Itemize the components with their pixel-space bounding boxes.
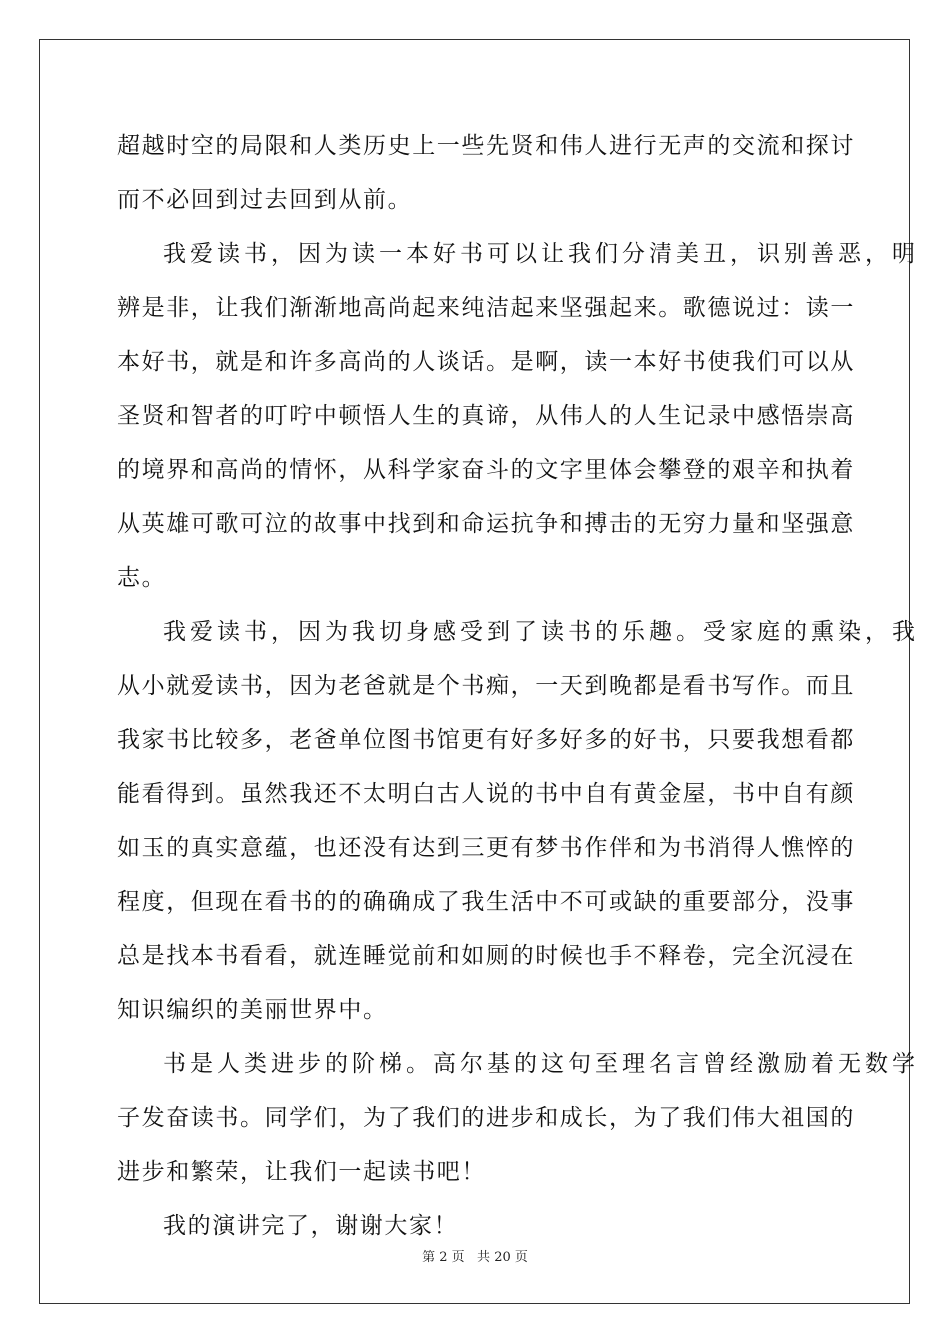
text-line: 程度，但现在看书的的确确成了我生活中不可或缺的重要部分，没事 — [117, 889, 855, 915]
text-line: 而不必回到过去回到从前。 — [117, 187, 413, 213]
paragraph-first-line: 我爱读书，因为读一本好书可以让我们分清美丑，识别善恶，明 — [163, 241, 919, 267]
paragraph-first-line: 我爱读书，因为我切身感受到了读书的乐趣。受家庭的熏染，我 — [163, 619, 919, 645]
text-line: 的境界和高尚的情怀，从科学家奋斗的文字里体会攀登的艰辛和执着 — [117, 457, 855, 483]
paragraph-first-line: 书是人类进步的阶梯。高尔基的这句至理名言曾经激励着无数学 — [163, 1051, 919, 1077]
text-line: 进步和繁荣，让我们一起读书吧！ — [117, 1159, 486, 1185]
page-number-footer: 第 2 页 共 20 页 — [422, 1250, 528, 1265]
text-line: 总是找本书看看，就连睡觉前和如厕的时候也手不释卷，完全沉浸在 — [117, 943, 855, 969]
text-line: 志。 — [117, 565, 167, 591]
text-line: 我家书比较多，老爸单位图书馆更有好多好多的好书，只要我想看都 — [117, 727, 855, 753]
text-line: 如玉的真实意蕴，也还没有达到三更有梦书作伴和为书消得人憔悴的 — [117, 835, 855, 861]
text-line: 能看得到。虽然我还不太明白古人说的书中自有黄金屋，书中自有颜 — [117, 781, 855, 807]
text-line: 子发奋读书。同学们，为了我们的进步和成长，为了我们伟大祖国的 — [117, 1105, 855, 1131]
text-line: 知识编织的美丽世界中。 — [117, 997, 388, 1023]
text-line: 辨是非，让我们渐渐地高尚起来纯洁起来坚强起来。歌德说过：读一 — [117, 295, 855, 321]
text-line: 本好书，就是和许多高尚的人谈话。是啊，读一本好书使我们可以从 — [117, 349, 855, 375]
text-line: 超越时空的局限和人类历史上一些先贤和伟人进行无声的交流和探讨 — [117, 133, 855, 159]
text-line: 从英雄可歌可泣的故事中找到和命运抗争和搏击的无穷力量和坚强意 — [117, 511, 855, 537]
text-line: 圣贤和智者的叮咛中顿悟人生的真谛，从伟人的人生记录中感悟崇高 — [117, 403, 855, 429]
text-line: 从小就爱读书，因为老爸就是个书痴，一天到晚都是看书写作。而且 — [117, 673, 855, 699]
document-body — [117, 124, 919, 1258]
paragraph-first-line: 我的演讲完了，谢谢大家！ — [163, 1213, 459, 1239]
